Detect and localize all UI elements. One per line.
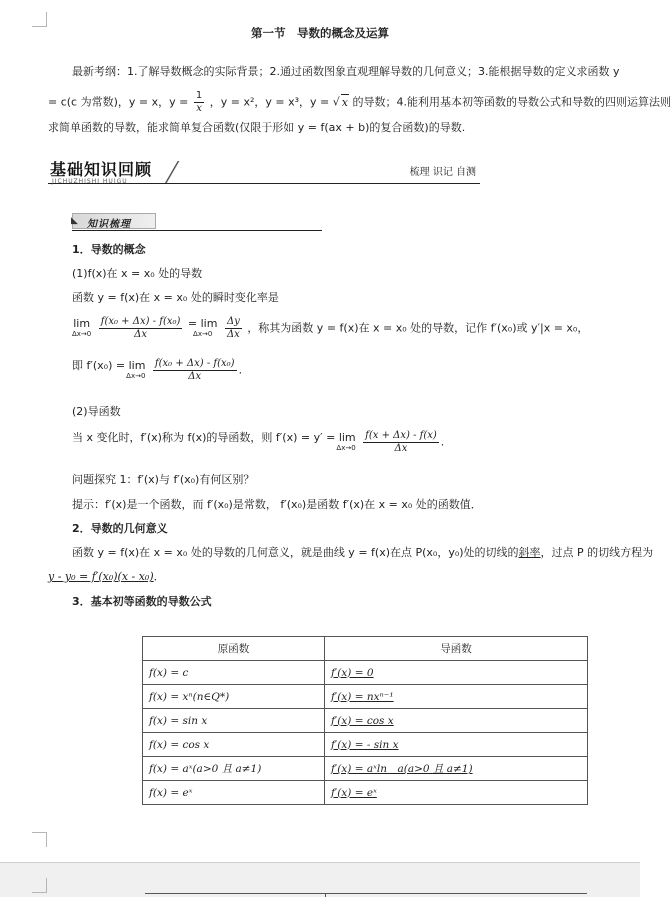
table-cell-function: f(x) = eˣ [143, 781, 325, 805]
header-original-function: 原函数 [143, 637, 325, 661]
heading-derivative-at-point: (1)f(x)在 x = x₀ 处的导数 [72, 267, 203, 280]
table-cell-derivative: f′(x) = 0 [325, 661, 588, 685]
sqrt-symbol: √ [332, 95, 340, 109]
table-cell-function: f(x) = xⁿ(n∈Q*) [143, 685, 325, 709]
instantaneous-rate-text: 函数 y = f(x)在 x = x₀ 处的瞬时变化率是 [72, 291, 279, 304]
tangent-equation-line: y - y₀ = f′(x₀)(x - x₀)． [48, 570, 165, 583]
section-title: 基础知识回顾 [50, 160, 153, 179]
crop-mark-bottom-left [32, 832, 47, 847]
table-cell-function: f(x) = aˣ(a>0 且 a≠1) [143, 757, 325, 781]
table-cell-function: f(x) = sin x [143, 709, 325, 733]
table-row [143, 733, 588, 757]
subsection-header [72, 212, 322, 231]
difference-quotient-2: $\frac{\text{f(x₀ + Δx) - f(x₀)}}{\Delta x}$ [154, 358, 235, 382]
slope-answer: 斜率 [518, 546, 541, 559]
table-cell-derivative: f′(x) = aˣln a(a>0 且 a≠1) [325, 757, 588, 781]
heading-geometric-meaning: 2．导数的几何意义 [72, 522, 168, 535]
limit-definition-line [72, 316, 588, 341]
table-cell-derivative: f′(x) = - sin x [325, 733, 588, 757]
table-row [143, 661, 588, 685]
section-decoration [152, 161, 192, 183]
derivative-formula-table [142, 636, 588, 805]
hint-text: 提示：f′(x)是一个函数，而 f′(x₀)是常数， f′(x₀)是函数 f′(x)在 x = x₀ 处的函数值． [72, 498, 482, 511]
table-row [143, 781, 588, 805]
derived-function-formula: 当 x 变化时，f′(x)称为 f(x)的导函数，则 f′(x) = y′ = lim Δx→0 $\frac{f(x + \Delta x) - f(x)}{\Delta x}$ . [72, 430, 445, 454]
table-cell-function: f(x) = c [143, 661, 325, 685]
subsection-badge [72, 213, 156, 229]
table-cell-derivative: f′(x) = eˣ [325, 781, 588, 805]
table-row [143, 757, 588, 781]
table-cell-derivative: f′(x) = cos x [325, 709, 588, 733]
general-difference-quotient: $\frac{f(x + \Delta x) - f(x)}{\Delta x}$ [365, 430, 437, 454]
corner-triangle-icon: ◣ [71, 216, 78, 226]
heading-derivative-formulas: 3．基本初等函数的导数公式 [72, 595, 212, 608]
header-derived-function: 导函数 [325, 637, 588, 661]
fraction-one-over-x: $\frac{1}{x}$ [195, 90, 203, 114]
exam-outline-line-1: 最新考纲：1.了解导数概念的实际背景；2.通过函数图象直观理解导数的几何意义；3.能根据导数的定义求函数 y [72, 65, 620, 78]
subsection-label: 知识梳理 [87, 219, 131, 230]
next-page-table-edge [145, 893, 587, 897]
section-pinyin: JICHUZHISHI HUIGU [52, 178, 128, 185]
dy-over-dx: $\frac{\Delta y}{\Delta x}$ [226, 316, 240, 340]
exam-outline-line-2: = c(c 为常数)，y = x，y = $\frac{1}{x}$ ，y = x²，y = x³，y = √ x 的导数；4.能利用基本初等函数的导数公式和导数的四则运算法则 [48, 90, 671, 114]
limit-operator-2: = lim Δx→0 [187, 317, 218, 338]
definition-text: ，称其为函数 y = f(x)在 x = x₀ 处的导数，记作 f′(x₀)或 y′|x = x₀， [247, 321, 589, 335]
table-cell-function: f(x) = cos x [143, 733, 325, 757]
tangent-equation: y - y₀ = f′(x₀)(x - x₀) [48, 570, 154, 583]
sqrt-argument: x [341, 95, 348, 109]
table-cell-derivative: f′(x) = nxⁿ⁻¹ [325, 685, 588, 709]
heading-derivative-concept: 1．导数的概念 [72, 243, 146, 256]
heading-derived-function: (2)导函数 [72, 405, 121, 418]
exam-outline-line-3: 求简单函数的导数，能求简单复合函数(仅限于形如 y = f(ax + b)的复合函数)的导数. [48, 121, 466, 134]
page-title: 第一节 导数的概念及运算 [251, 26, 389, 40]
section-header [48, 157, 480, 184]
difference-quotient: $\frac{\text{f(x₀ + Δx) - f(x₀)}}{\Delta x}$ [100, 316, 181, 340]
question-explore-1: 问题探究 1：f′(x)与 f′(x₀)有何区别？ [72, 473, 255, 486]
derivative-at-point-formula: 即 f′(x₀) = lim Δx→0 $\frac{\text{f(x₀ + Δx) - f(x₀)}}{\Delta x}$ . [72, 358, 243, 382]
crop-mark-next-page [32, 878, 47, 893]
page-separator [0, 862, 640, 897]
geometric-meaning-text: 函数 y = f(x)在 x = x₀ 处的导数的几何意义，就是曲线 y = f(x)在点 P(x₀，y₀)处的切线的斜率，过点 P 的切线方程为 [72, 546, 654, 559]
table-row [143, 685, 588, 709]
limit-operator: lim Δx→0 [72, 317, 92, 338]
table-row [143, 709, 588, 733]
table-header-row [143, 637, 588, 661]
section-tags: 梳理 识记 自测 [409, 167, 476, 178]
